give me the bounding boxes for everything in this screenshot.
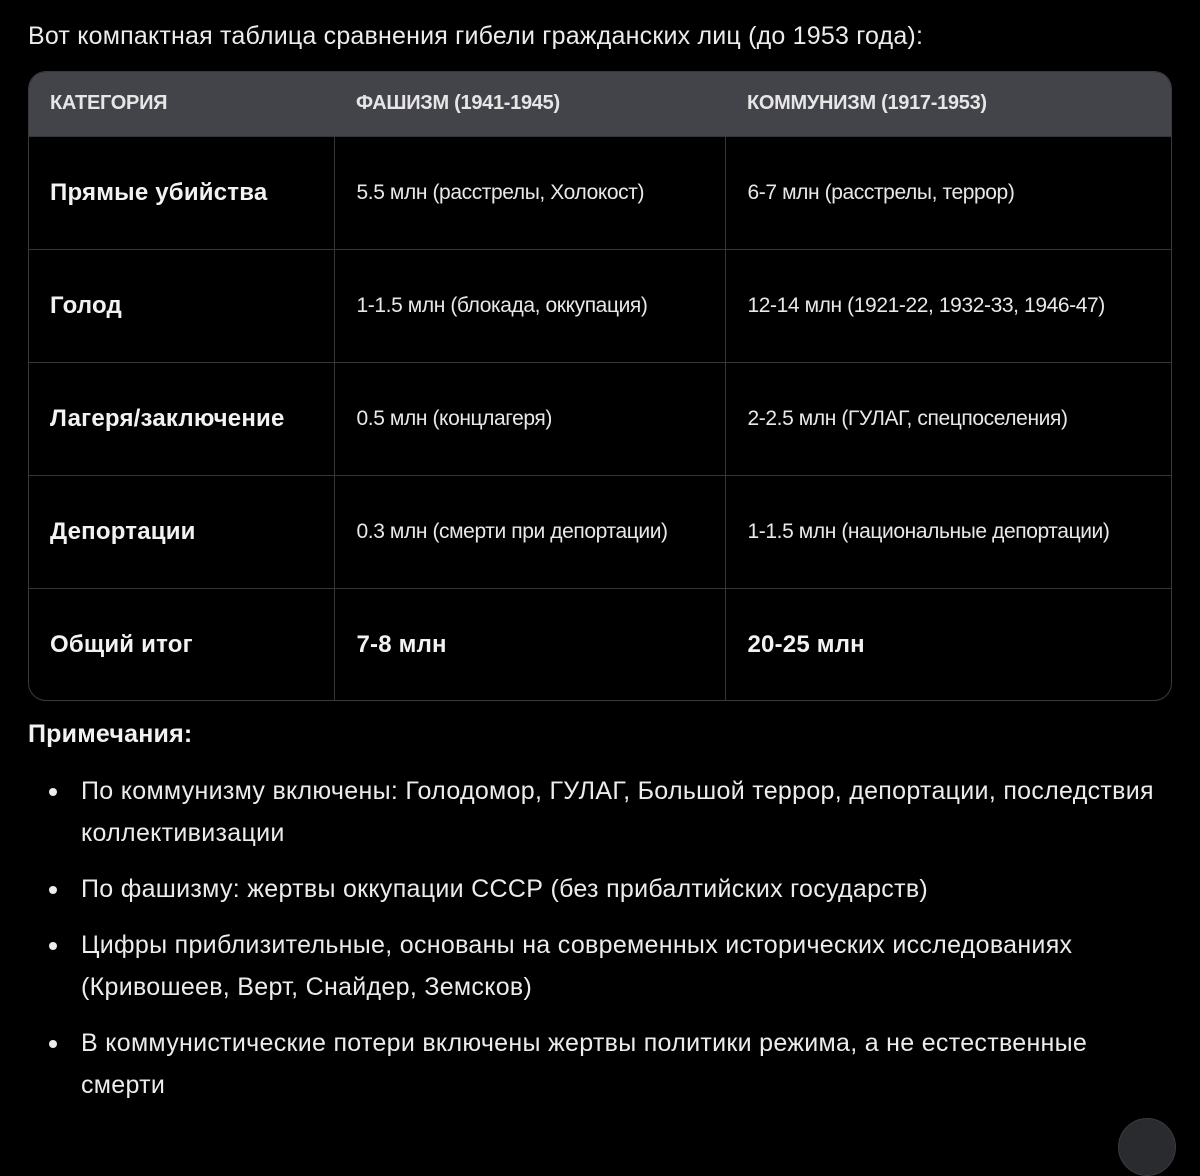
note-text: По коммунизму включены: Голодомор, ГУЛАГ, Большой террор, депортации, последствия коллективизации bbox=[81, 777, 1154, 847]
bullet-icon bbox=[49, 1040, 57, 1048]
fascism-value: 1-1.5 млн (блокада, оккупация) bbox=[334, 249, 725, 362]
bullet-icon bbox=[49, 886, 57, 894]
scroll-down-button[interactable] bbox=[1118, 1118, 1176, 1176]
notes-list bbox=[28, 770, 1178, 1120]
comparison-table bbox=[28, 71, 1172, 701]
communism-value: 6-7 млн (расстрелы, террор) bbox=[725, 136, 1171, 249]
communism-total: 20-25 млн bbox=[725, 588, 1171, 701]
table-row bbox=[29, 475, 1171, 588]
fascism-value: 0.3 млн (смерти при депортации) bbox=[334, 475, 725, 588]
communism-value: 12-14 млн (1921-22, 1932-33, 1946-47) bbox=[725, 249, 1171, 362]
note-text: В коммунистические потери включены жертвы политики режима, а не естественные смерти bbox=[81, 1029, 1088, 1099]
communism-value: 1-1.5 млн (национальные депортации) bbox=[725, 475, 1171, 588]
row-category: Общий итог bbox=[29, 588, 334, 701]
fascism-value: 5.5 млн (расстрелы, Холокост) bbox=[334, 136, 725, 249]
intro-text: Вот компактная таблица сравнения гибели гражданских лиц (до 1953 года): bbox=[28, 22, 924, 50]
table-row bbox=[29, 249, 1171, 362]
bullet-icon bbox=[49, 942, 57, 950]
row-category: Лагеря/заключение bbox=[29, 362, 334, 475]
table-row bbox=[29, 362, 1171, 475]
notes-heading: Примечания: bbox=[28, 720, 193, 748]
list-item bbox=[28, 924, 1178, 1008]
table-row bbox=[29, 136, 1171, 249]
row-category: Голод bbox=[29, 249, 334, 362]
note-text: Цифры приблизительные, основаны на современных исторических исследованиях (Кривошеев, Верт, Снайдер, Земсков) bbox=[81, 931, 1073, 1001]
row-category: Прямые убийства bbox=[29, 136, 334, 249]
column-header-fascism: ФАШИЗМ (1941-1945) bbox=[356, 92, 560, 115]
table-row-total bbox=[29, 588, 1171, 701]
row-category: Депортации bbox=[29, 475, 334, 588]
fascism-total: 7-8 млн bbox=[334, 588, 725, 701]
list-item bbox=[28, 1022, 1178, 1106]
table-header-row bbox=[29, 72, 1171, 136]
list-item bbox=[28, 770, 1178, 854]
communism-value: 2-2.5 млн (ГУЛАГ, спецпоселения) bbox=[725, 362, 1171, 475]
column-header-category: КАТЕГОРИЯ bbox=[50, 92, 168, 115]
bullet-icon bbox=[49, 788, 57, 796]
note-text: По фашизму: жертвы оккупации СССР (без прибалтийских государств) bbox=[81, 875, 929, 903]
fascism-value: 0.5 млн (концлагеря) bbox=[334, 362, 725, 475]
list-item bbox=[28, 868, 1178, 910]
column-header-communism: КОММУНИЗМ (1917-1953) bbox=[747, 92, 987, 115]
